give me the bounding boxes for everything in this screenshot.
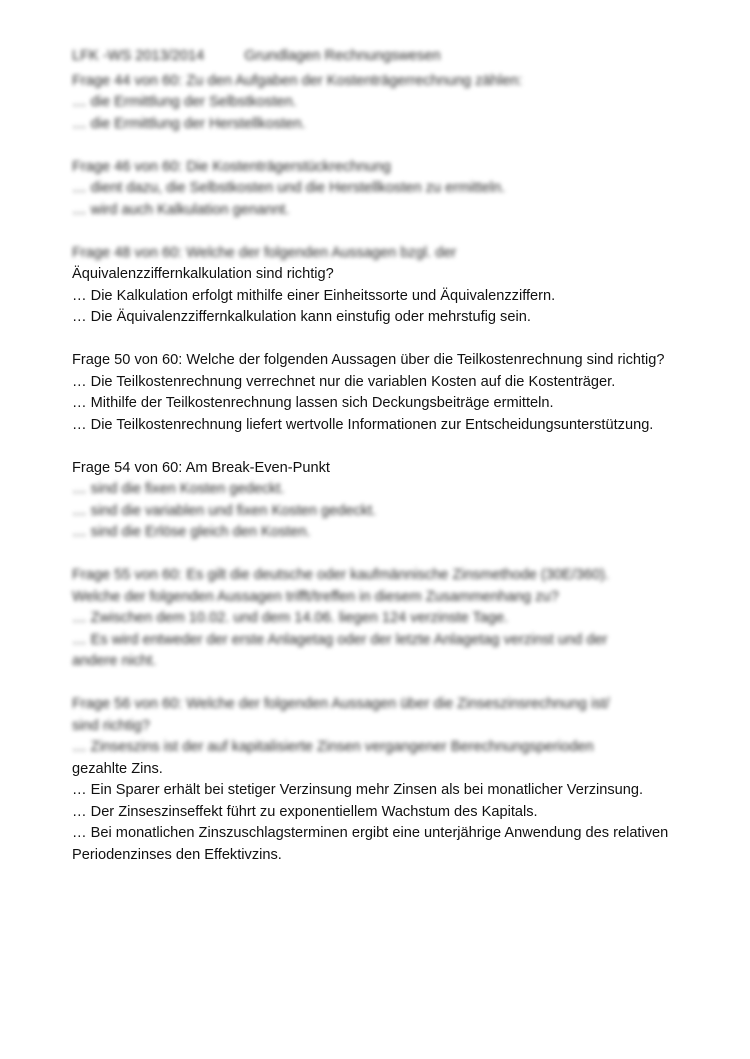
- question-title: Frage 55 von 60: Es gilt die deutsche oder kaufmännische Zinsmethode (30E/360).: [72, 567, 610, 583]
- question-46: [72, 157, 672, 222]
- question-title: Frage 48 von 60: Welche der folgenden Aussagen bzgl. der: [72, 244, 457, 261]
- answer: … sind die variablen und fixen Kosten gedeckt.: [72, 502, 377, 519]
- question-44: [72, 71, 672, 136]
- question-title-continued: Welche der folgenden Aussagen trifft/treffen in diesem Zusammenhang zu?: [72, 588, 559, 605]
- answer: … Die Äquivalenzziffernkalkulation kann einstufig oder mehrstufig sein.: [72, 309, 531, 325]
- answer-continued: gezahlte Zins.: [72, 760, 163, 777]
- answer: … Die Teilkostenrechnung liefert wertvolle Informationen zur Entscheidungsunterstützung.: [72, 416, 654, 433]
- answer: … Mithilfe der Teilkostenrechnung lassen sich Deckungsbeiträge ermitteln.: [72, 395, 554, 411]
- answer: … Die Kalkulation erfolgt mithilfe einer Einheitssorte und Äquivalenzziffern.: [72, 287, 556, 304]
- question-55: [72, 565, 672, 673]
- answer: … Zinseszins ist der auf kapitalisierte Zinsen vergangener Berechnungsperioden: [72, 739, 594, 755]
- question-title: Frage 44 von 60: Zu den Aufgaben der Kostenträgerrechnung zählen:: [72, 72, 523, 89]
- answer: … sind die fixen Kosten gedeckt.: [72, 481, 285, 497]
- page-header: [72, 46, 672, 68]
- answer: … wird auch Kalkulation genannt.: [72, 201, 290, 218]
- question-56: [72, 694, 672, 866]
- answer: … dient dazu, die Selbstkosten und die Herstellkosten zu ermitteln.: [72, 180, 506, 196]
- question-title: Frage 50 von 60: Welche der folgenden Aussagen über die Teilkostenrechnung sind richtig?: [72, 352, 665, 368]
- question-title: Frage 46 von 60: Die Kostenträgerstückrechnung: [72, 158, 391, 175]
- answer: … Zwischen dem 10.02. und dem 14.06. liegen 124 verzinste Tage.: [72, 610, 509, 626]
- answer: … Die Teilkostenrechnung verrechnet nur die variablen Kosten auf die Kostenträger.: [72, 373, 616, 390]
- document-page: [72, 46, 672, 866]
- question-title: Frage 54 von 60: Am Break-Even-Punkt: [72, 459, 330, 476]
- answer: … Der Zinseszinseffekt führt zu exponentiellem Wachstum des Kapitals.: [72, 803, 538, 820]
- answer: … sind die Erlöse gleich den Kosten.: [72, 524, 311, 540]
- answer: … Ein Sparer erhält bei stetiger Verzinsung mehr Zinsen als bei monatlicher Verzinsung.: [72, 782, 644, 798]
- answer: … Es wird entweder der erste Anlagetag oder der letzte Anlagetag verzinst und der: [72, 631, 608, 648]
- answer: … die Ermittlung der Selbstkosten.: [72, 94, 297, 110]
- question-48: [72, 243, 672, 329]
- answer: … die Ermittlung der Herstellkosten.: [72, 115, 306, 132]
- course-term: LFK -WS 2013/2014: [72, 48, 205, 64]
- answer-continued: andere nicht.: [72, 653, 157, 669]
- course-title: Grundlagen Rechnungswesen: [244, 48, 441, 64]
- question-50: [72, 350, 672, 436]
- question-title-continued: sind richtig?: [72, 717, 150, 734]
- answer: … Bei monatlichen Zinszuschlagsterminen ergibt eine unterjährige Anwendung des relativen Periodenzinses den Effektivzins.: [72, 825, 669, 863]
- question-title-continued: Äquivalenzziffernkalkulation sind richtig?: [72, 266, 334, 282]
- question-title: Frage 56 von 60: Welche der folgenden Aussagen über die Zinseszinsrechnung ist/: [72, 696, 610, 712]
- question-54: [72, 458, 672, 544]
